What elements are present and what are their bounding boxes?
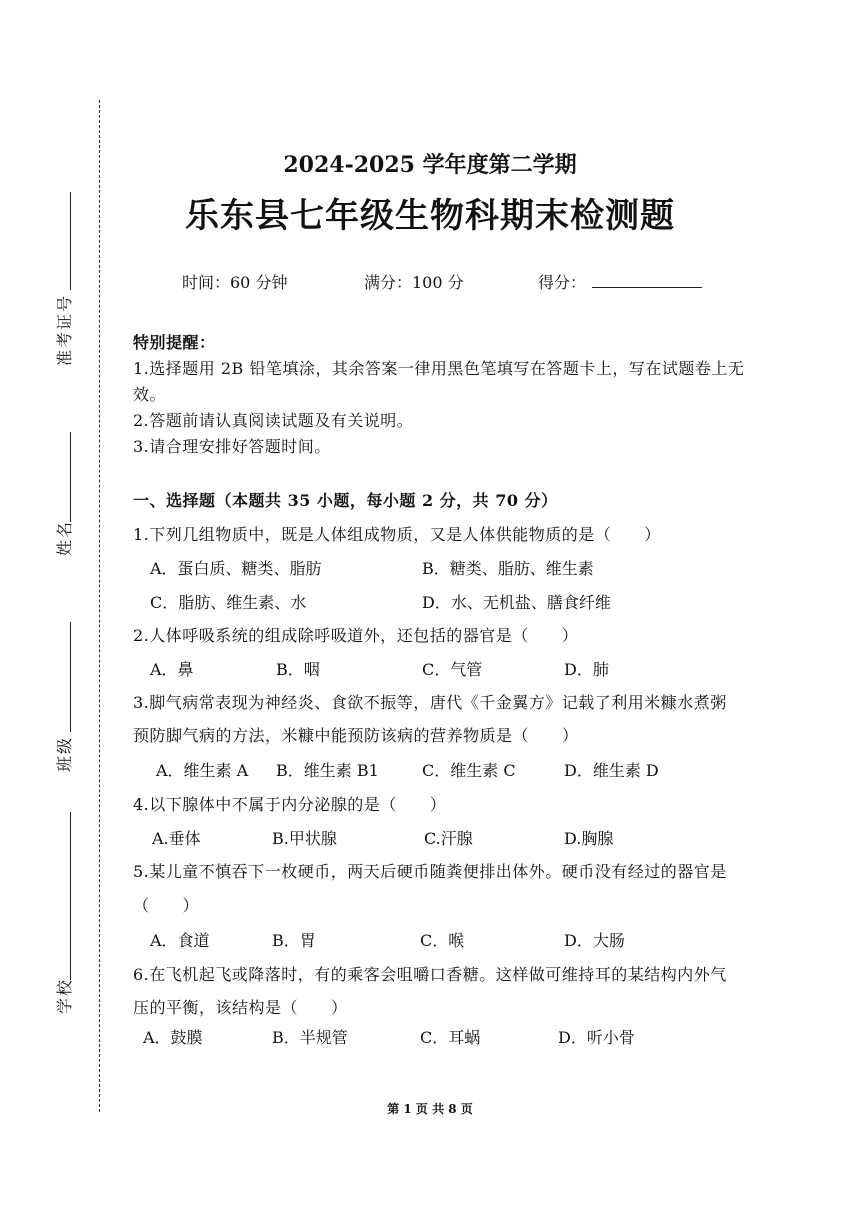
question-3-option-c[interactable]: C．维生素 C [422,761,516,780]
question-3-stem: 3.脚气病常表现为神经炎、食欲不振等，唐代《千金翼方》记载了利用米糠水煮粥 [133,693,727,712]
school-label: 学校 [55,977,74,1014]
question-3-option-d[interactable]: D．维生素 D [564,761,659,780]
question-6-stem-cont: 压的平衡，该结构是（ ） [133,998,348,1017]
page-number: 第 1 页 共 8 页 [387,1102,473,1116]
school-line[interactable] [70,812,71,980]
class-label: 班级 [55,735,74,772]
question-1-option-a[interactable]: A．蛋白质、糖类、脂肪 [150,559,322,578]
exam-time: 时间：60 分钟 [182,273,288,292]
question-4-option-b[interactable]: B.甲状腺 [272,829,337,848]
notice-item: 3.请合理安排好答题时间。 [133,437,331,456]
name-label: 姓名 [55,519,74,556]
question-2-option-d[interactable]: D．肺 [564,660,609,679]
class-line[interactable] [70,622,71,732]
question-4-option-a[interactable]: A.垂体 [152,829,201,848]
question-4-stem: 4.以下腺体中不属于内分泌腺的是（ ） [133,795,447,814]
binding-dashed-line [99,100,100,1112]
question-1-option-c[interactable]: C．脂肪、维生素、水 [150,593,307,612]
notice-item: 1.选择题用 2B 铅笔填涂，其余答案一律用黑色笔填写在答题卡上，写在试题卷上无 [133,359,745,378]
question-6-option-d[interactable]: D．听小骨 [558,1028,635,1047]
notice-item: 效。 [133,385,167,404]
question-6-option-b[interactable]: B．半规管 [272,1028,348,1047]
score-blank[interactable] [592,286,702,288]
question-5-stem: 5.某儿童不慎吞下一枚硬币，两天后硬币随粪便排出体外。硬币没有经过的器官是 [133,862,727,881]
question-6-option-c[interactable]: C．耳蜗 [420,1028,481,1047]
question-5-option-c[interactable]: C．喉 [420,931,465,950]
question-3-option-b[interactable]: B．维生素 B1 [276,761,379,780]
question-6-stem: 6.在飞机起飞或降落时，有的乘客会咀嚼口香糖。这样做可维持耳的某结构内外气 [133,965,727,984]
question-5-option-d[interactable]: D．大肠 [564,931,625,950]
full-score: 满分：100 分 [364,273,464,292]
name-line[interactable] [70,432,71,522]
question-1-option-b[interactable]: B．糖类、脂肪、维生素 [422,559,594,578]
exam-term: 2024-2025 学年度第二学期 [283,152,577,178]
question-1-option-d[interactable]: D．水、无机盐、膳食纤维 [422,593,611,612]
question-4-option-c[interactable]: C.汗腺 [424,829,473,848]
question-5-option-a[interactable]: A．食道 [150,931,210,950]
question-2-option-b[interactable]: B．咽 [276,660,320,679]
question-2-stem: 2.人体呼吸系统的组成除呼吸道外，还包括的器官是（ ） [133,626,579,645]
question-5-stem-cont: （ ） [133,896,200,915]
score-label: 得分： [538,273,587,292]
score-field [538,270,702,293]
question-2-option-a[interactable]: A．鼻 [150,660,194,679]
question-6-option-a[interactable]: A．鼓膜 [143,1028,203,1047]
question-5-option-b[interactable]: B．胃 [272,931,316,950]
notice-heading: 特别提醒： [133,333,216,352]
exam-id-label: 准考证号 [55,293,74,366]
question-3-stem-cont: 预防脚气病的方法，米糠中能预防该病的营养物质是（ ） [133,726,579,745]
question-4-option-d[interactable]: D.胸腺 [564,829,614,848]
question-3-option-a[interactable]: A．维生素 A [156,761,249,780]
question-1-stem: 1.下列几组物质中，既是人体组成物质，又是人体供能物质的是（ ） [133,525,661,544]
exam-title: 乐东县七年级生物科期末检测题 [185,196,675,236]
section-heading: 一、选择题（本题共 35 小题，每小题 2 分，共 70 分） [133,491,558,510]
notice-item: 2.答题前请认真阅读试题及有关说明。 [133,411,414,430]
question-2-option-c[interactable]: C．气管 [422,660,483,679]
